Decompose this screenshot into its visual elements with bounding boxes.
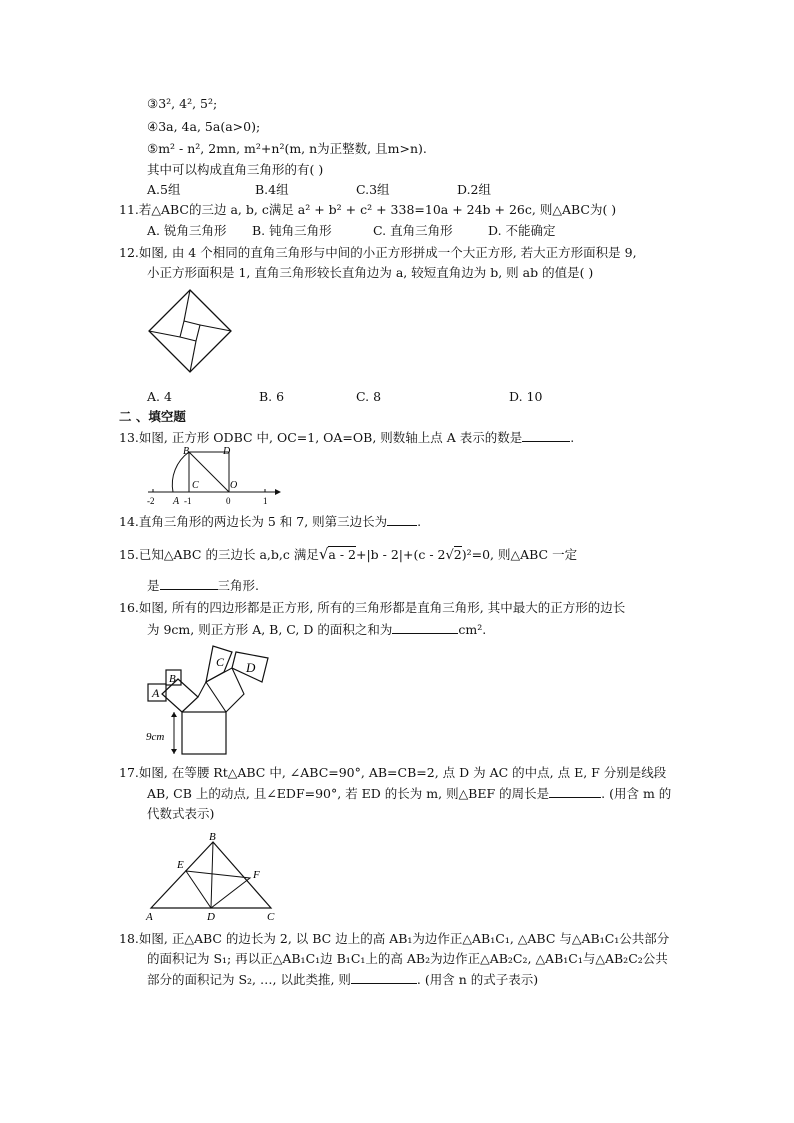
label-b: B	[209, 831, 216, 843]
q12-line1: 12.如图, 由 4 个相同的直角三角形与中间的小正方形拼成一个大正方形, 若大正方形面积是 9,	[119, 245, 637, 260]
tick-label: -2	[147, 496, 155, 506]
q12-line2: 小正方形面积是 1, 直角三角形较长直角边为 a, 较短直角边为 b, 则 ab 的值是( )	[147, 265, 594, 280]
q18-line3-before: 部分的面积记为 S₂, …, 以此类推, 则	[147, 972, 351, 987]
q15-middle: +|b - 2|+(c - 2	[355, 547, 446, 562]
q14-text-before: 14.直角三角形的两边长为 5 和 7, 则第三边长为	[119, 514, 388, 529]
q18-line2: 的面积记为 S₁; 再以正△AB₁C₁边 B₁C₁上的高 AB₂为边作正△AB₂C₂, △AB₁C₁与△AB₂C₂公共	[147, 951, 668, 966]
q11-option-b[interactable]: B. 钝角三角形	[252, 223, 332, 238]
label-c: C	[267, 911, 275, 923]
number-line-arrow	[275, 489, 281, 495]
q16-line1: 16.如图, 所有的四边形都是正方形, 所有的三角形都是直角三角形, 其中最大的正方形的边长	[119, 600, 626, 615]
q13-answer-blank[interactable]	[522, 428, 570, 442]
label-d: D	[207, 911, 215, 923]
q14-text-after: .	[417, 514, 422, 529]
sqrt-sign: √	[318, 545, 329, 563]
q17-answer-blank[interactable]	[549, 784, 601, 798]
q12-option-d[interactable]: D. 10	[509, 389, 543, 404]
q13-text-before: 13.如图, 正方形 ODBC 中, OC=1, OA=OB, 则数轴上点 A 表示的数是	[119, 430, 523, 445]
q15-line2-before: 是	[147, 578, 160, 593]
big-square	[182, 712, 226, 754]
q15-radicand: a - 2	[328, 547, 356, 562]
q10-item4: ④3a, 4a, 5a(a>0);	[147, 119, 261, 134]
q12-option-b[interactable]: B. 6	[259, 389, 285, 404]
q13-figure	[143, 448, 283, 510]
q17-line2-before: AB, CB 上的动点, 且∠EDF=90°, 若 ED 的长为 m, 则△BEF 的周长是	[147, 786, 550, 801]
q10-option-a[interactable]: A.5组	[147, 182, 181, 197]
dim-arrow-top	[171, 712, 177, 717]
label-c: C	[216, 655, 225, 669]
q17-line1: 17.如图, 在等腰 Rt△ABC 中, ∠ABC=90°, AB=CB=2, 点 D 为 AC 的中点, 点 E, F 分别是线段	[119, 765, 667, 780]
q11-option-d[interactable]: D. 不能确定	[488, 223, 556, 238]
q15-radicand2: 2	[453, 547, 462, 562]
label-o: O	[230, 480, 238, 491]
q11-option-a[interactable]: A. 锐角三角形	[147, 223, 227, 238]
q14-text	[119, 512, 421, 531]
q14-answer-blank[interactable]	[387, 512, 417, 526]
q15-answer-blank[interactable]	[160, 576, 218, 590]
dim-arrow-bottom	[171, 749, 177, 754]
label-d: D	[223, 446, 231, 457]
arc-ba	[172, 452, 189, 492]
tick-label: 0	[226, 496, 231, 506]
q13-text-after: .	[570, 430, 575, 445]
q10-option-d[interactable]: D.2组	[457, 182, 492, 197]
sqrt-sign: √	[445, 548, 454, 563]
q15-line1	[119, 545, 577, 565]
label-a: A	[146, 911, 153, 923]
q12-option-a[interactable]: A. 4	[147, 389, 172, 404]
tick-label: 1	[263, 496, 268, 506]
section2-title: 二 、填空题	[119, 409, 186, 424]
q12-big-square	[149, 290, 231, 372]
q10-option-b[interactable]: B.4组	[255, 182, 289, 197]
q16-answer-blank[interactable]	[392, 620, 458, 634]
q15-prefix: 15.已知△ABC 的三边长 a,b,c 满足	[119, 547, 319, 562]
q15-line2-after: 三角形.	[217, 578, 259, 593]
segment-bd	[211, 842, 213, 908]
q16-line2-after: cm².	[458, 622, 487, 637]
label-f: F	[253, 869, 260, 881]
label-b: B	[183, 446, 190, 457]
q17-line2-after: . (用含 m 的	[601, 786, 672, 801]
q18-answer-blank[interactable]	[351, 970, 417, 984]
mid-square-left	[162, 679, 198, 712]
length-label: 9cm	[146, 731, 165, 743]
q17-line2	[147, 784, 671, 803]
label-b: B	[169, 673, 176, 685]
q18-line3-after: . (用含 n 的式子表示)	[416, 972, 539, 987]
q16-line2-before: 为 9cm, 则正方形 A, B, C, D 的面积之和为	[147, 622, 393, 637]
q11-text: 11.若△ABC的三边 a, b, c满足 a² + b² + c² + 338=10a + 24b + 26c, 则△ABC为( )	[119, 202, 617, 217]
q12-option-c[interactable]: C. 8	[356, 389, 382, 404]
q16-line2	[147, 620, 486, 639]
q17-line3: 代数式表示)	[147, 806, 215, 821]
q10-item5: ⑤m² - n², 2mn, m²+n²(m, n为正整数, 且m>n).	[147, 141, 427, 156]
label-e: E	[177, 859, 184, 871]
q10-item3: ③3², 4², 5²;	[147, 96, 218, 111]
q10-option-c[interactable]: C.3组	[356, 182, 390, 197]
q12-figure	[147, 288, 237, 378]
q15-line2	[147, 576, 259, 595]
q11-option-c[interactable]: C. 直角三角形	[373, 223, 453, 238]
label-a: A	[173, 496, 180, 507]
label-a: A	[152, 686, 160, 700]
q12-small-square	[180, 321, 200, 341]
tri-edge	[198, 682, 206, 697]
q16-figure	[144, 642, 279, 757]
tick-label: -1	[184, 496, 192, 506]
label-d: D	[246, 660, 256, 675]
q15-suffix: )²=0, 则△ABC 一定	[461, 547, 578, 562]
label-c: C	[192, 480, 199, 491]
q18-line3	[147, 970, 538, 989]
mid-square-right	[206, 668, 244, 712]
q10-question: 其中可以构成直角三角形的有( )	[147, 162, 324, 177]
q17-figure	[146, 830, 286, 923]
triangle-edf	[186, 871, 250, 908]
q13-text	[119, 428, 574, 447]
q18-line1: 18.如图, 正△ABC 的边长为 2, 以 BC 边上的高 AB₁为边作正△AB₁C₁, △ABC 与△AB₁C₁公共部分	[119, 931, 670, 946]
